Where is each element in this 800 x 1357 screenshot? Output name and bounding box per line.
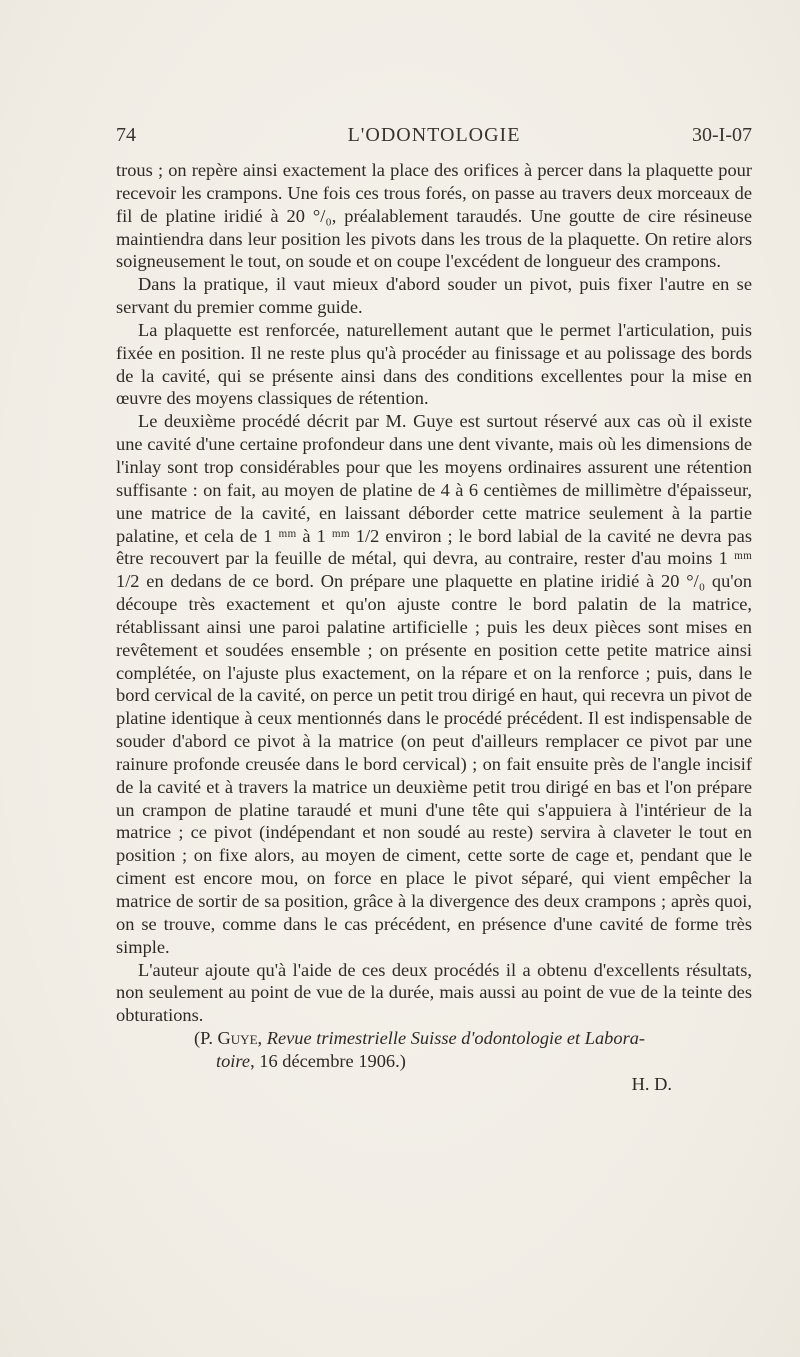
paragraph-3: La plaquette est renforcée, naturellement autant que le permet l'articulation, puis fixée en position. Il ne reste plus qu'à procéder au finissage et au polissage des bords de la cavité, qui se présente ainsi dans des conditions excellentes pour la mise en œuvre des moyens classiques de rétention. bbox=[116, 319, 752, 409]
citation-open: (P. bbox=[194, 1028, 218, 1049]
citation-source: Revue trimestrielle Suisse d'odontologie et Labora- bbox=[266, 1028, 646, 1049]
citation-source-end: toire bbox=[216, 1050, 251, 1071]
citation-author: Guye bbox=[217, 1028, 258, 1049]
paragraph-4: Le deuxième procédé décrit par M. Guye est surtout réservé aux cas où il existe une cavité d'une certaine profondeur dans une dent vivante, mais où les dimensions de l'inlay sont trop considérables pour que les moyens ordinaires assurent une rétention suffisante : on fait, au moyen de platine de 4 à 6 centièmes de millimètre d'épaisseur, une matrice de la cavité, en laissant déborder cette matrice seulement à la partie palatine, et cela de 1 ᵐᵐ à 1 ᵐᵐ 1/2 environ ; le bord labial de la cavité ne devra pas être recouvert par la feuille de métal, qui devra, au contraire, rester d'au moins 1 ᵐᵐ 1/2 en dedans de ce bord. On prépare une plaquette en platine iridié à 20 °/₀ qu'on découpe très exactement et qu'on ajuste contre le bord palatin de la matrice, rétablissant ainsi une paroi palatine artificielle ; puis les deux pièces sont mises en revêtement et soudées ensemble ; on présente en position cette petite matrice ainsi complétée, on l'ajuste plus exactement, on la répare et on la renforce ; puis, dans le bord cervical de la cavité, on perce un petit trou dirigé en haut, qui recevra un pivot de platine identique à ceux mentionnés dans le procédé précédent. Il est indispensable de souder d'abord ce pivot à la matrice (on peut d'ailleurs remplacer ce pivot par une rainure profonde creusée dans le bord cervical) ; on fait ensuite près de l'angle incisif de la cavité et à travers la matrice un deuxième petit trou dirigé en bas et l'on prépare un crampon de platine taraudé et muni d'une tête qui s'appuiera à l'intérieur de la matrice ; ce pivot (indépendant et non soudé au reste) servira à claveter le tout en position ; on fixe alors, au moyen de ciment, cette sorte de cage et, pendant que le ciment est encore mou, on force en place le pivot séparé, qui vient empêcher la matrice de sortir de sa position, grâce à la divergence des deux crampons ; après quoi, on se trouve, comme dans le cas précédent, en présence d'une cavité de forme très simple. bbox=[116, 411, 752, 957]
paragraph-5: L'auteur ajoute qu'à l'aide de ces deux procédés il a obtenu d'excellents résultats, non seulement au point de vue de la durée, mais aussi au point de vue de la teinte des obturations. bbox=[116, 959, 752, 1026]
page-number: 74 bbox=[116, 124, 136, 146]
citation bbox=[116, 1027, 752, 1073]
paragraph-1: trous ; on repère ainsi exactement la place des orifices à percer dans la plaquette pour recevoir les crampons. Une fois ces trous forés, on passe au travers deux morceaux de fil de platine iridié à 20 °/₀, préalablement taraudés. Une goutte de cire résineuse maintiendra dans leur position les pivots dans les trous de la plaquette. On retire alors soigneusement le tout, on soude et on coupe l'excédent de longueur des crampons. bbox=[116, 160, 752, 272]
author-initials: H. D. bbox=[631, 1073, 672, 1094]
citation-continuation bbox=[172, 1050, 752, 1073]
article-body bbox=[116, 159, 752, 1096]
journal-title: L'ODONTOLOGIE bbox=[347, 124, 521, 146]
citation-date: , 16 décembre 1906.) bbox=[250, 1050, 406, 1071]
paragraph-2: Dans la pratique, il vaut mieux d'abord souder un pivot, puis fixer l'autre en se servant du premier comme guide. bbox=[116, 274, 752, 318]
citation-separator: , bbox=[257, 1028, 267, 1049]
running-header bbox=[116, 124, 752, 150]
issue-date: 30-I-07 bbox=[692, 124, 752, 146]
